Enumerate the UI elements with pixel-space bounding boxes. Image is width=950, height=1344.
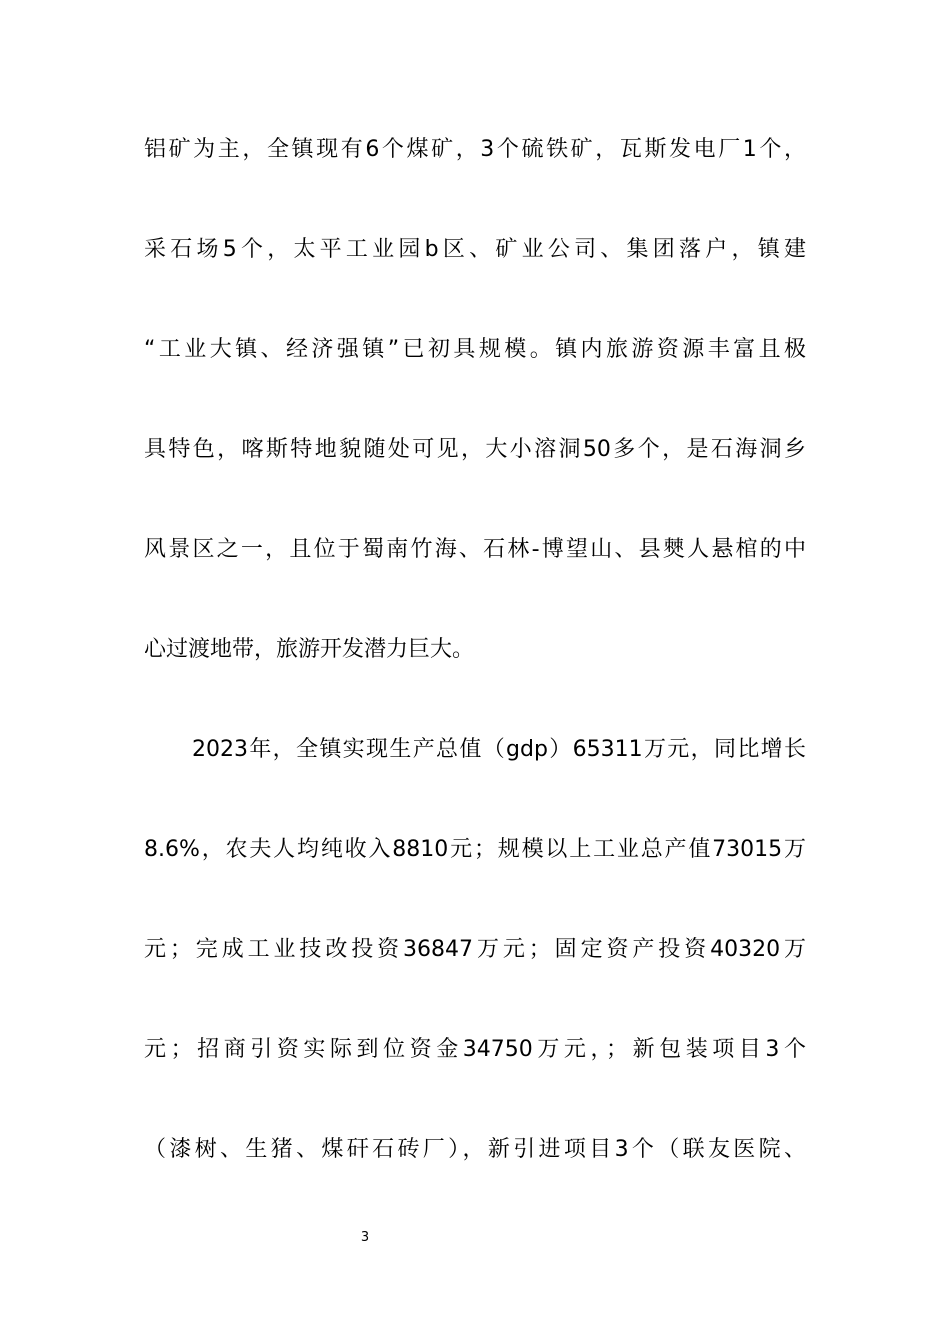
paragraph-line-3: “工业大镇、经济强镇”已初具规模。镇内旅游资源丰富且极 — [144, 337, 806, 362]
paragraph-2-line-1: 2023年，全镇实现生产总值（gdp）65311万元，同比增长 — [192, 737, 806, 762]
paragraph-line-4: 具特色，喀斯特地貌随处可见，大小溶洞50多个，是石海洞乡 — [144, 437, 806, 462]
paragraph-2-line-4: 元；招商引资实际到位资金34750万元，；新包装项目3个 — [144, 1037, 806, 1062]
paragraph-line-2: 采石场5个，太平工业园b区、矿业公司、集团落户，镇建 — [144, 237, 806, 262]
page-number: 3 — [360, 1230, 370, 1245]
paragraph-2-line-3: 元；完成工业技改投资36847万元；固定资产投资40320万 — [144, 937, 806, 962]
paragraph-line-5: 风景区之一，且位于蜀南竹海、石林-博望山、县僰人悬棺的中 — [144, 537, 806, 562]
paragraph-2-line-5: （漆树、生猪、煤矸石砖厂），新引进项目3个（联友医院、 — [144, 1137, 806, 1162]
paragraph-line-1: 铝矿为主，全镇现有6个煤矿，3个硫铁矿，瓦斯发电厂1个， — [144, 137, 806, 162]
paragraph-2-line-2: 8.6%，农夫人均纯收入8810元；规模以上工业总产值73015万 — [144, 837, 806, 862]
paragraph-line-6: 心过渡地带，旅游开发潜力巨大。 — [144, 637, 475, 662]
